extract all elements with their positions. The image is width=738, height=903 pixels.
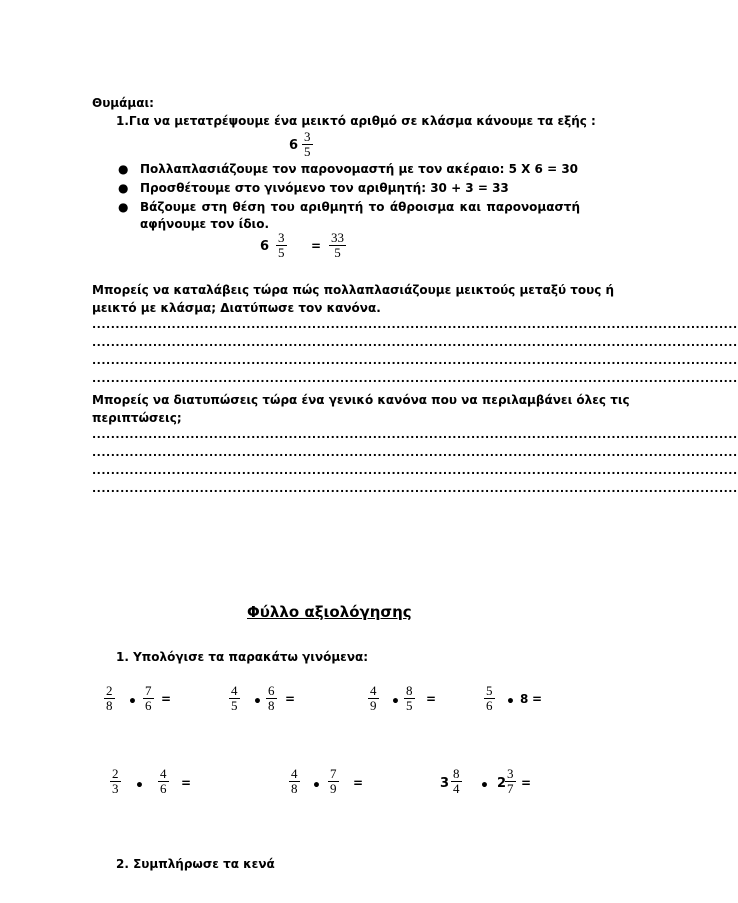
bullet-3-continuation: αφήνουμε τον ίδιο. xyxy=(140,217,270,231)
result-whole: 6 xyxy=(260,239,270,254)
multiply-dot: • xyxy=(391,694,400,710)
multiply-dot: • xyxy=(312,778,321,794)
numerator: 2 xyxy=(106,683,113,698)
equals-sign: = xyxy=(311,239,322,253)
denominator: 9 xyxy=(330,781,337,796)
denominator: 8 xyxy=(268,698,275,713)
fraction xyxy=(451,767,462,796)
fraction xyxy=(143,684,154,713)
example-whole: 6 xyxy=(289,138,299,153)
step1-text: 1.Για να μετατρέψουμε ένα μεικτό αριθμό σε κλάσμα κάνουμε τα εξής : xyxy=(116,114,596,128)
fraction xyxy=(505,767,516,796)
answer-line[interactable]: .......................................................................................................................................... xyxy=(92,482,738,495)
denominator: 6 xyxy=(486,698,493,713)
question1-line1: Μπορείς να καταλάβεις τώρα πώς πολλαπλασιάζουμε μεικτούς μεταξύ τους ή xyxy=(92,283,615,297)
answer-line[interactable]: .......................................................................................................................................... xyxy=(92,318,738,331)
result-improper-fraction xyxy=(329,231,346,260)
fraction xyxy=(266,684,277,713)
denominator: 6 xyxy=(160,781,167,796)
denominator: 6 xyxy=(145,698,152,713)
answer-line[interactable]: .......................................................................................................................................... xyxy=(92,464,738,477)
answer-line[interactable]: .......................................................................................................................................... xyxy=(92,336,738,349)
numerator: 6 xyxy=(268,683,275,698)
multiply-dot: • xyxy=(480,778,489,794)
denominator: 8 xyxy=(106,698,113,713)
denominator: 5 xyxy=(231,698,238,713)
question2-line1: Μπορείς να διατυπώσεις τώρα ένα γενικό κανόνα που να περιλαμβάνει όλες τις xyxy=(92,393,630,407)
example-numerator: 3 xyxy=(304,129,311,144)
remember-heading: Θυμάμαι: xyxy=(92,96,154,110)
improper-denominator: 5 xyxy=(334,245,341,260)
bullet-2-text: Προσθέτουμε στο γινόμενο τον αριθμητή: 30 + 3 = 33 xyxy=(140,181,509,195)
fraction xyxy=(110,767,121,796)
task2-text: 2. Συμπλήρωσε τα κενά xyxy=(116,857,275,871)
fraction xyxy=(158,767,169,796)
equals-sign: = xyxy=(426,692,437,706)
equals-sign: = xyxy=(521,776,532,790)
bullet-icon: ● xyxy=(118,181,129,195)
example-denominator: 5 xyxy=(304,144,311,159)
numerator: 2 xyxy=(112,766,119,781)
bullet-icon: ● xyxy=(118,200,129,214)
improper-numerator: 33 xyxy=(331,230,344,245)
fraction xyxy=(289,767,300,796)
task1-text: 1. Υπολόγισε τα παρακάτω γινόμενα: xyxy=(116,650,369,664)
multiply-dot: • xyxy=(128,694,137,710)
fraction xyxy=(368,684,379,713)
multiply-dot: • xyxy=(135,778,144,794)
bullet-icon: ● xyxy=(118,162,129,176)
numerator: 7 xyxy=(145,683,152,698)
result-denominator: 5 xyxy=(278,245,285,260)
denominator: 3 xyxy=(112,781,119,796)
denominator: 5 xyxy=(406,698,413,713)
numerator: 4 xyxy=(160,766,167,781)
answer-line[interactable]: .......................................................................................................................................... xyxy=(92,354,738,367)
question2-line2: περιπτώσεις; xyxy=(92,411,182,425)
fraction xyxy=(104,684,115,713)
question1-line2: μεικτό με κλάσμα; Διατύπωσε τον κανόνα. xyxy=(92,301,381,315)
answer-line[interactable]: .......................................................................................................................................... xyxy=(92,446,738,459)
fraction xyxy=(328,767,339,796)
fraction xyxy=(404,684,415,713)
worksheet-title: Φύλλο αξιολόγησης xyxy=(247,603,412,621)
result-mixed-fraction xyxy=(276,231,287,260)
multiply-dot: • xyxy=(253,694,262,710)
numerator: 7 xyxy=(330,766,337,781)
result-numerator: 3 xyxy=(278,230,285,245)
fraction xyxy=(484,684,495,713)
denominator: 4 xyxy=(453,781,460,796)
numerator: 4 xyxy=(231,683,238,698)
numerator: 8 xyxy=(453,766,460,781)
multiply-dot: • xyxy=(506,694,515,710)
denominator: 7 xyxy=(507,781,514,796)
numerator: 4 xyxy=(291,766,298,781)
numerator: 5 xyxy=(486,683,493,698)
denominator: 8 xyxy=(291,781,298,796)
bullet-3-text: Βάζουμε στη θέση του αριθμητή το άθροισμα και παρονομαστή xyxy=(140,200,580,214)
integer: 8 xyxy=(520,692,529,706)
fraction xyxy=(229,684,240,713)
bullet-1-text: Πολλαπλασιάζουμε τον παρονομαστή με τον ακέραιο: 5 Χ 6 = 30 xyxy=(140,162,579,176)
equals-sign: = xyxy=(353,776,364,790)
equals-sign: = xyxy=(161,692,172,706)
answer-line[interactable]: .......................................................................................................................................... xyxy=(92,428,738,441)
mixed-whole: 3 xyxy=(440,776,450,791)
numerator: 4 xyxy=(370,683,377,698)
equals-sign: = xyxy=(285,692,296,706)
numerator: 3 xyxy=(507,766,514,781)
answer-line[interactable]: .......................................................................................................................................... xyxy=(92,372,738,385)
denominator: 9 xyxy=(370,698,377,713)
equals-sign: = xyxy=(532,692,543,706)
equals-sign: = xyxy=(181,776,192,790)
example-fraction xyxy=(302,130,313,159)
numerator: 8 xyxy=(406,683,413,698)
mixed-whole: 2 xyxy=(497,776,507,791)
